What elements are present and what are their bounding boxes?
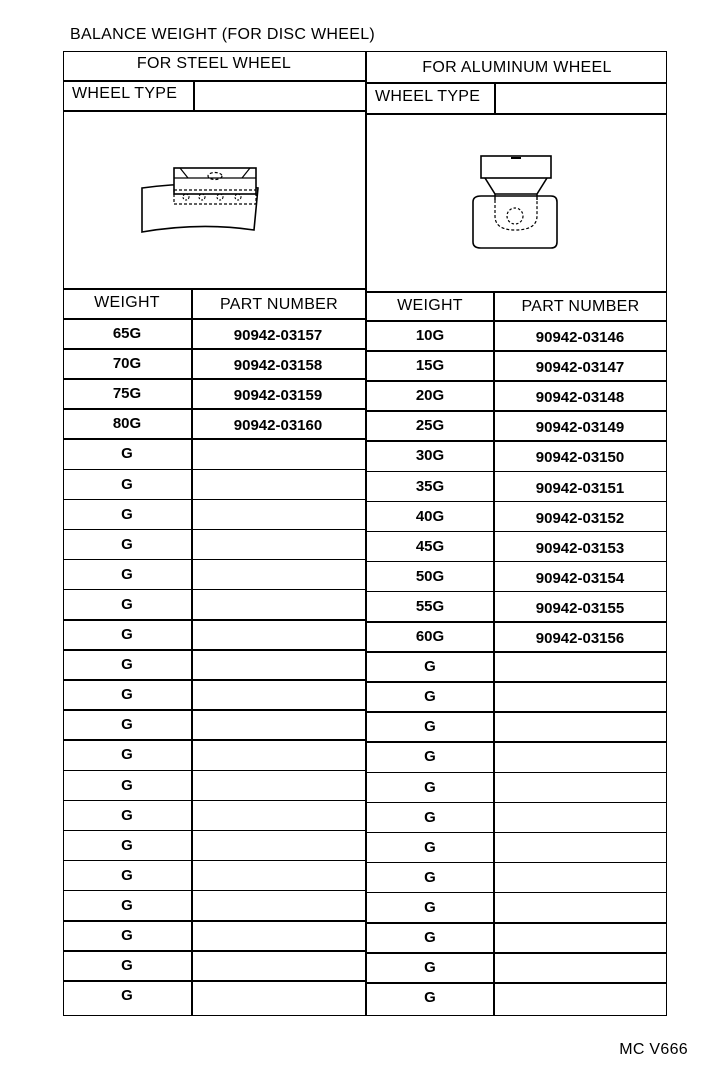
- divider: [63, 890, 365, 892]
- part-number-cell: 90942-03148: [535, 389, 625, 407]
- weight-cell: G: [424, 838, 436, 856]
- weight-cell: G: [121, 656, 133, 674]
- part-number-cell: 90942-03152: [535, 509, 625, 527]
- divider: [63, 619, 365, 621]
- divider: [367, 471, 667, 473]
- divider: [367, 380, 667, 382]
- divider: [367, 561, 667, 563]
- divider: [63, 348, 365, 350]
- weight-cell: G: [121, 505, 133, 523]
- weight-cell: 10G: [415, 327, 445, 344]
- weight-cell: G: [121, 716, 133, 734]
- weight-cell: 40G: [415, 507, 445, 525]
- weight-cell: G: [424, 748, 436, 766]
- divider: [367, 651, 667, 653]
- divider: [367, 741, 667, 743]
- divider: [367, 772, 667, 774]
- part-number-cell: 90942-03150: [535, 449, 625, 467]
- weight-cell: G: [424, 929, 436, 946]
- part-number-cell: 90942-03149: [535, 419, 625, 437]
- divider: [63, 529, 365, 531]
- divider: [367, 681, 667, 683]
- divider: [494, 82, 496, 113]
- weight-cell: 45G: [415, 537, 445, 555]
- divider: [367, 922, 667, 924]
- divider: [367, 350, 667, 352]
- part-number-cell: 90942-03147: [535, 359, 625, 377]
- divider: [367, 501, 667, 503]
- divider: [367, 113, 667, 115]
- divider: [63, 679, 365, 681]
- divider: [63, 950, 365, 952]
- weight-cell: 25G: [415, 417, 445, 435]
- steel-weight-header: WEIGHT: [94, 294, 160, 311]
- weight-cell: 35G: [415, 477, 445, 495]
- weight-cell: G: [121, 896, 133, 914]
- divider: [63, 559, 365, 561]
- weight-cell: 30G: [415, 447, 445, 465]
- weight-cell: 55G: [415, 597, 445, 615]
- divider: [63, 110, 365, 112]
- part-number-cell: 90942-03157: [233, 327, 323, 344]
- divider: [367, 952, 667, 954]
- weight-cell: G: [424, 658, 436, 676]
- divider: [63, 739, 365, 741]
- divider: [63, 709, 365, 711]
- divider: [367, 862, 667, 864]
- divider: [367, 802, 667, 804]
- divider: [63, 980, 365, 982]
- weight-cell: 50G: [415, 567, 445, 585]
- weight-cell: G: [121, 836, 133, 854]
- weight-cell: 80G: [112, 415, 142, 433]
- divider: [63, 830, 365, 832]
- divider: [63, 288, 365, 290]
- divider: [367, 291, 667, 293]
- aluminum-balance-weight-icon: [465, 150, 565, 255]
- weight-cell: G: [424, 718, 436, 736]
- aluminum-wheel-type-label: WHEEL TYPE: [375, 88, 481, 105]
- weight-cell: G: [424, 959, 436, 977]
- divider: [367, 892, 667, 894]
- weight-cell: G: [121, 866, 133, 884]
- part-number-cell: 90942-03156: [535, 630, 625, 647]
- weight-cell: 15G: [415, 357, 445, 375]
- divider: [367, 591, 667, 593]
- steel-balance-weight-icon: [130, 160, 270, 240]
- divider: [63, 438, 365, 440]
- divider: [367, 531, 667, 533]
- part-number-cell: 90942-03146: [535, 329, 625, 346]
- weight-cell: G: [121, 746, 133, 764]
- aluminum-weight-header: WEIGHT: [397, 297, 463, 314]
- divider: [367, 410, 667, 412]
- divider: [63, 80, 365, 82]
- part-number-cell: 90942-03153: [535, 539, 625, 557]
- steel-part-number-header: PART NUMBER: [220, 296, 338, 313]
- part-number-cell: 90942-03158: [233, 357, 323, 375]
- divider: [367, 440, 667, 442]
- weight-cell: G: [121, 806, 133, 824]
- divider: [63, 920, 365, 922]
- part-number-cell: 90942-03151: [535, 479, 625, 497]
- weight-cell: G: [121, 686, 133, 704]
- divider: [63, 589, 365, 591]
- weight-cell: G: [424, 808, 436, 826]
- part-number-cell: 90942-03155: [535, 599, 625, 617]
- page-title: BALANCE WEIGHT (FOR DISC WHEEL): [70, 26, 376, 43]
- part-number-cell: 90942-03154: [535, 569, 625, 587]
- weight-cell: G: [121, 475, 133, 493]
- divider: [367, 832, 667, 834]
- weight-cell: G: [121, 626, 133, 643]
- weight-cell: 60G: [415, 628, 445, 645]
- weight-cell: 70G: [112, 355, 142, 373]
- divider: [367, 621, 667, 623]
- weight-cell: G: [121, 927, 133, 944]
- weight-cell: G: [121, 987, 133, 1005]
- divider: [367, 982, 667, 984]
- divider: [63, 378, 365, 380]
- divider: [63, 408, 365, 410]
- divider: [367, 320, 667, 322]
- divider: [63, 649, 365, 651]
- weight-cell: G: [121, 957, 133, 975]
- divider: [63, 318, 365, 320]
- part-number-cell: 90942-03159: [233, 387, 323, 405]
- weight-cell: 75G: [112, 385, 142, 403]
- weight-cell: G: [424, 778, 436, 796]
- divider: [63, 860, 365, 862]
- weight-cell: G: [121, 565, 133, 583]
- divider: [63, 800, 365, 802]
- weight-cell: G: [121, 445, 133, 463]
- weight-cell: G: [424, 868, 436, 886]
- aluminum-wheel-heading: FOR ALUMINUM WHEEL: [422, 59, 612, 76]
- divider: [367, 711, 667, 713]
- divider: [63, 499, 365, 501]
- part-number-cell: 90942-03160: [233, 417, 323, 435]
- divider: [63, 469, 365, 471]
- aluminum-part-number-header: PART NUMBER: [521, 298, 640, 315]
- weight-cell: G: [424, 898, 436, 916]
- steel-wheel-type-label: WHEEL TYPE: [72, 85, 178, 102]
- weight-cell: G: [424, 688, 436, 706]
- weight-cell: 20G: [415, 387, 445, 405]
- weight-cell: G: [121, 535, 133, 553]
- divider: [367, 82, 667, 84]
- divider: [193, 80, 195, 110]
- weight-cell: 65G: [112, 325, 142, 342]
- divider: [63, 770, 365, 772]
- steel-wheel-heading: FOR STEEL WHEEL: [136, 55, 292, 72]
- weight-cell: G: [121, 776, 133, 794]
- weight-cell: G: [121, 595, 133, 613]
- drawing-code: MC V666: [619, 1041, 688, 1058]
- weight-cell: G: [424, 989, 436, 1007]
